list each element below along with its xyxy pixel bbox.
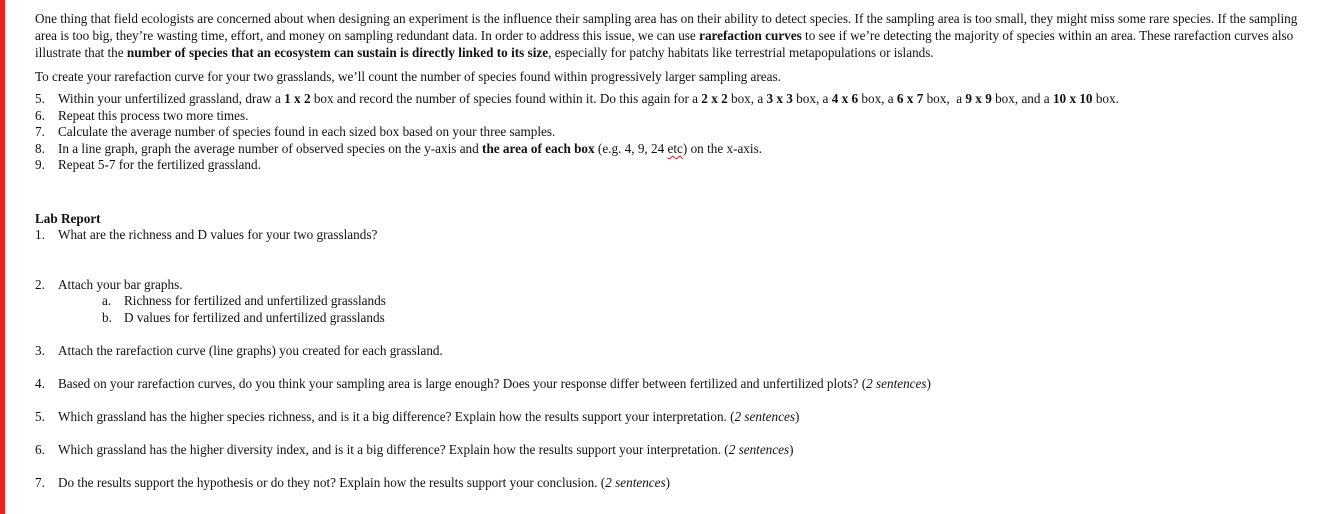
step-text: (e.g. 4, 9, 24 xyxy=(594,140,668,156)
box-size: 2 x 2 xyxy=(701,91,728,106)
sentence-note: 2 sentences xyxy=(734,409,795,424)
list-number: 6. xyxy=(35,442,45,457)
step-text: In a line graph, graph the average number of observed species on the y-axis and xyxy=(58,140,483,156)
question-text xyxy=(58,441,794,458)
step-text: box, a xyxy=(792,91,832,106)
box-size: 3 x 3 xyxy=(766,91,793,106)
step-bold: the area of each box xyxy=(482,140,595,156)
intro-text: to see if we’re detecting the majority of species within an area. These rarefaction curves also illustrate that the xyxy=(35,28,1294,60)
step-text: box, a xyxy=(727,91,767,106)
lab-report-heading: Lab Report xyxy=(35,211,101,226)
list-number: 1. xyxy=(35,227,45,242)
step-text: box, a xyxy=(923,91,966,106)
paren-close: ) xyxy=(665,475,671,490)
subquestion-text: D values for fertilized and unfertilized grasslands xyxy=(124,310,385,325)
left-accent-bar xyxy=(0,0,5,514)
step-text: ) on the x-axis. xyxy=(682,140,762,156)
step-text: Calculate the average number of species found in each sized box based on your three samples. xyxy=(58,124,556,140)
list-number: 7. xyxy=(35,124,45,140)
list-number: 5. xyxy=(35,91,45,106)
question-body: Which grassland has the higher species richness, and is it a big difference? Explain how the results support your interpretation. ( xyxy=(58,409,735,424)
sentence-note: 2 sentences xyxy=(728,442,790,457)
sentence-note: 2 sentences xyxy=(866,376,927,391)
step-text: Repeat 5-7 for the fertilized grassland. xyxy=(58,157,261,173)
step-9 xyxy=(35,157,1310,174)
step-text: box, and a xyxy=(991,91,1053,106)
question-text: Attach the rarefaction curve (line graphs) you created for each grassland. xyxy=(58,343,443,358)
box-size: 1 x 2 xyxy=(284,91,311,106)
question-body: Do the results support the hypothesis or do they not? Explain how the results support your conclusion. ( xyxy=(58,475,606,490)
step-5 xyxy=(35,91,1310,108)
box-size: 4 x 6 xyxy=(831,91,859,106)
question-text xyxy=(58,408,799,425)
step-text: box and record the number of species found within it. Do this again for a xyxy=(310,91,702,106)
steps-list xyxy=(35,91,1310,174)
paren-close: ) xyxy=(794,409,800,424)
list-number: 6. xyxy=(35,107,45,123)
step-text: box. xyxy=(1092,91,1119,106)
box-size: 9 x 9 xyxy=(965,91,992,106)
list-letter: b. xyxy=(102,310,112,325)
list-number: 7. xyxy=(35,475,45,490)
step-text: box, a xyxy=(858,91,897,106)
instructions-paragraph: To create your rarefaction curve for your two grasslands, we’ll count the number of species found within progressively larger sampling areas. xyxy=(35,69,781,84)
intro-text: One thing that field ecologists are concerned about when designing an experiment is the influence their sampling area has on their ability to detect species. If the sampling area is too small, they might miss some rare species. If the sampling area is too big, they’re wasting time, effort, and money on sampling redundant data. In order to address this issue, we can use xyxy=(35,11,1298,43)
box-size: 10 x 10 xyxy=(1052,91,1093,106)
paren-close: ) xyxy=(789,442,794,457)
question-body: Which grassland has the higher diversity index, and is it a big difference? Explain how the results support your interpretation. ( xyxy=(58,442,729,457)
step-8 xyxy=(35,141,1310,158)
list-number: 2. xyxy=(35,277,45,292)
subquestion-text: Richness for fertilized and unfertilized grasslands xyxy=(124,293,386,308)
list-letter: a. xyxy=(102,293,112,308)
list-number: 9. xyxy=(35,157,45,173)
step-text: Repeat this process two more times. xyxy=(58,107,249,123)
list-number: 4. xyxy=(35,376,45,391)
question-text xyxy=(58,375,931,392)
question-text xyxy=(58,474,670,491)
list-number: 8. xyxy=(35,140,45,156)
paren-close: ) xyxy=(926,376,931,391)
spellcheck-word: etc xyxy=(667,140,683,156)
step-6 xyxy=(35,108,1310,125)
intro-paragraph xyxy=(35,10,1310,61)
list-number: 3. xyxy=(35,343,45,358)
list-number: 5. xyxy=(35,409,45,424)
box-size: 6 x 7 xyxy=(896,91,924,106)
step-7 xyxy=(35,124,1310,141)
step-text: Within your unfertilized grassland, draw a xyxy=(58,91,285,106)
question-text: What are the richness and D values for your two grasslands? xyxy=(58,227,378,242)
intro-text: , especially for patchy habitats like terrestrial metapopulations or islands. xyxy=(548,45,934,60)
intro-bold-species-size: number of species that an ecosystem can sustain is directly linked to its size xyxy=(126,45,549,60)
question-text: Attach your bar graphs. xyxy=(58,277,183,292)
intro-bold-rarefaction: rarefaction curves xyxy=(699,28,802,43)
question-body: Based on your rarefaction curves, do you think your sampling area is large enough? Does your response differ between fertilized and unfertilized plots? ( xyxy=(58,376,867,391)
document-body xyxy=(35,10,1310,174)
sentence-note: 2 sentences xyxy=(605,475,666,490)
